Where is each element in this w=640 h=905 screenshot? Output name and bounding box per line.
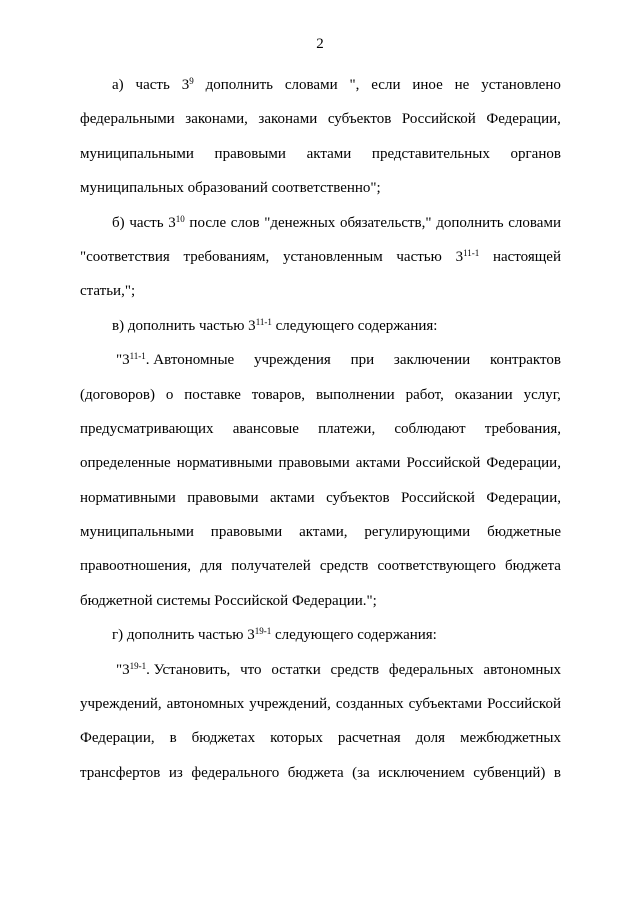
word: субъектов: [327, 111, 392, 128]
paragraph-b-line-2: [80, 240, 561, 274]
superscript: 19-1: [254, 626, 272, 637]
paragraph-a-line-4: муниципальных образований соответственно";: [80, 180, 381, 197]
word: автономных: [166, 696, 245, 713]
word: настоящей: [492, 248, 561, 265]
word: субъектов: [326, 489, 390, 506]
quote-1-line-2: [80, 378, 561, 412]
word: "3$^{11-1}$. Автономные: [116, 351, 235, 369]
word: дополнить: [436, 214, 504, 231]
superscript: 19-1: [129, 660, 147, 671]
word: учреждений,: [80, 696, 162, 713]
word: частью: [396, 248, 442, 265]
word: Федерации,: [486, 111, 561, 128]
word: установленным: [282, 248, 383, 265]
word: из: [168, 764, 183, 781]
word: требованиям,: [183, 248, 270, 265]
word: субъектами: [408, 696, 483, 713]
word: правовыми: [187, 489, 259, 506]
word: актами: [355, 455, 401, 472]
word: авансовые: [232, 420, 299, 437]
word: установлено: [481, 77, 561, 93]
word: а): [112, 77, 124, 93]
word: словами: [508, 214, 561, 231]
word: Российской: [401, 111, 476, 128]
word: для: [200, 558, 223, 575]
word: иное: [412, 77, 443, 93]
word: актами: [306, 145, 352, 162]
superscript: 10: [175, 213, 185, 224]
paragraph-a-line-3: [80, 137, 561, 171]
word: 3$^{11-1}$: [455, 247, 480, 265]
word: бюджетные: [487, 524, 561, 541]
word: "денежных: [264, 214, 336, 231]
word: о: [165, 386, 174, 403]
quote-paragraph-3-19-1: [80, 653, 561, 791]
word: правовыми: [210, 524, 283, 541]
word: при: [350, 352, 375, 369]
word: определенные: [80, 455, 171, 472]
paragraph-b: [80, 206, 561, 309]
quote-1-line-4: [80, 446, 561, 480]
word: межбюджетных: [459, 730, 561, 747]
word: средств: [330, 661, 380, 678]
word: ",: [349, 77, 360, 93]
quote-1-line-5: [80, 481, 561, 515]
quote-1-line-7: [80, 549, 561, 583]
word: (договоров): [80, 386, 155, 403]
word: не: [454, 77, 470, 93]
paragraph-a: [80, 68, 561, 206]
word: дополнить: [205, 77, 273, 93]
word: предусматривающих: [80, 420, 214, 437]
word: трансфертов: [80, 764, 161, 781]
quote-2-line-1: [80, 653, 561, 687]
word: платежи,: [318, 420, 376, 437]
word: правовыми: [278, 455, 350, 472]
word: федерального: [191, 764, 280, 781]
word: бюджета: [287, 764, 344, 781]
word: контрактов: [489, 352, 561, 369]
word: "3$^{19-1}$. Установить,: [116, 660, 231, 678]
word: нормативными: [80, 489, 176, 506]
word: регулирующими: [364, 524, 471, 541]
word: Федерации,: [486, 489, 561, 506]
word: бюджета: [505, 558, 561, 575]
word: выполнении: [315, 386, 395, 403]
paragraph-a-line-2: [80, 102, 561, 136]
word: законами,: [185, 111, 248, 128]
word: получателей: [231, 558, 311, 575]
word: Федерации,: [80, 730, 155, 747]
word: соблюдают: [394, 420, 466, 437]
word: словами: [284, 77, 338, 93]
word: часть: [135, 77, 170, 93]
page-number: 2: [316, 36, 324, 52]
word: в: [169, 730, 177, 747]
word: бюджетах: [191, 730, 256, 747]
word: федеральными: [80, 111, 175, 128]
word: представительных: [371, 145, 490, 162]
word: расчетная: [337, 730, 401, 747]
word: $3^9$: [181, 76, 194, 93]
word: "соответствия: [80, 248, 170, 265]
word: актами: [269, 489, 315, 506]
quote-2-line-4: [80, 756, 561, 790]
quote-1-line-3: [80, 412, 561, 446]
word: слов: [230, 214, 260, 231]
word: заключении: [393, 352, 471, 369]
quote-1-line-1: [80, 343, 561, 377]
superscript: 9: [189, 76, 194, 86]
quote-paragraph-3-11-1: [80, 343, 561, 618]
paragraph-v: [80, 309, 561, 343]
word: если: [371, 77, 401, 93]
paragraph-a-line-1: [80, 68, 561, 102]
word: Федерации,: [486, 455, 561, 472]
word: которых: [270, 730, 323, 747]
word: обязательств,": [339, 214, 432, 231]
word: правоотношения,: [80, 558, 191, 575]
quote-2-line-3: [80, 721, 561, 755]
word: поставке: [184, 386, 241, 403]
word: исключением: [378, 764, 465, 781]
word: законами: [258, 111, 318, 128]
word: в: [553, 764, 561, 781]
paragraph-g-line-1: г) дополнить частью 3$^{19-1}$ следующего содержания:: [112, 626, 437, 644]
paragraph-g: [80, 618, 561, 652]
superscript: 11-1: [129, 351, 146, 362]
word: б): [112, 214, 125, 231]
word: муниципальными: [80, 524, 194, 541]
word: работ,: [405, 386, 444, 403]
word: (за: [352, 764, 370, 781]
paragraph-v-line-1: в) дополнить частью 3$^{11-1}$ следующего содержания:: [112, 316, 438, 334]
word: соответствующего: [377, 558, 496, 575]
word: правовыми: [214, 145, 286, 162]
word: что: [240, 661, 262, 678]
word: услуг,: [523, 386, 561, 403]
word: средств: [319, 558, 369, 575]
document-body: [80, 68, 561, 790]
quote-2-line-2: [80, 687, 561, 721]
paragraph-b-line-1: [80, 206, 561, 240]
superscript: 11-1: [463, 247, 480, 258]
word: учреждений,: [249, 696, 331, 713]
word: органов: [510, 145, 561, 162]
word: часть: [129, 214, 164, 231]
word: созданных: [335, 696, 404, 713]
word: $3^{10}$: [168, 213, 185, 231]
word: муниципальными: [80, 145, 194, 162]
word: Российской: [401, 489, 475, 506]
superscript: 11-1: [255, 316, 272, 327]
word: после: [189, 214, 227, 231]
word: актами,: [299, 524, 348, 541]
word: автономных: [483, 661, 561, 678]
word: доля: [415, 730, 445, 747]
word: требования,: [484, 420, 561, 437]
quote-1-line-8: бюджетной системы Российской Федерации.";: [80, 592, 377, 609]
word: нормативными: [176, 455, 273, 472]
word: остатки: [271, 661, 321, 678]
word: учреждения: [253, 352, 331, 369]
word: оказании: [454, 386, 513, 403]
word: товаров,: [251, 386, 306, 403]
word: Российской: [406, 455, 481, 472]
paragraph-b-line-3: статьи,";: [80, 283, 136, 300]
word: субвенций): [473, 764, 546, 781]
word: федеральных: [388, 661, 474, 678]
word: Российской: [487, 696, 561, 713]
quote-1-line-6: [80, 515, 561, 549]
